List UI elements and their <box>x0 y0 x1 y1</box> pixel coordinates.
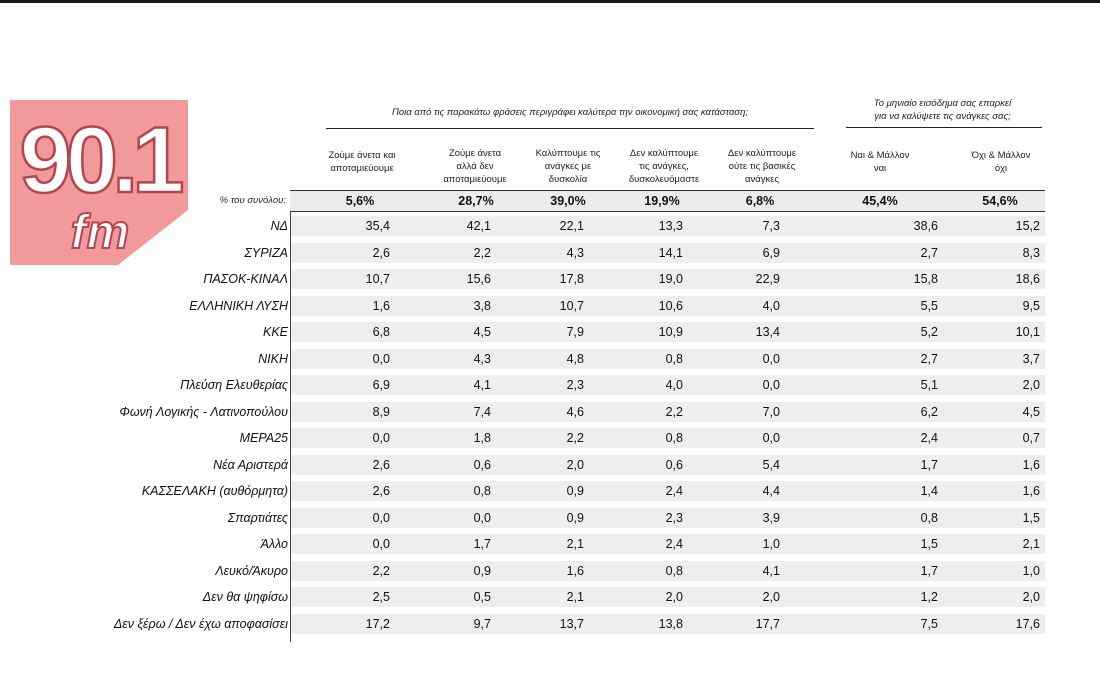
value-cell: 0,9 <box>566 510 584 525</box>
column-header-7-line1: Όχι & Μάλλον <box>971 150 1031 161</box>
value-cell: 10,7 <box>559 298 584 313</box>
value-cell: 2,1 <box>566 590 584 604</box>
column-header-2-line2: αλλά δεν <box>456 160 494 172</box>
value-cell: 4,8 <box>566 351 584 366</box>
table-row <box>0 614 1100 634</box>
value-cell: 2,7 <box>920 351 938 366</box>
value-cell: 38,6 <box>913 219 938 233</box>
value-cell: 0,9 <box>566 484 584 498</box>
value-cell: 0,0 <box>762 431 780 445</box>
table-row <box>0 508 1100 528</box>
value-cell: 14,1 <box>658 245 683 260</box>
column-header-5-line3: ανάγκες <box>744 173 780 185</box>
value-cell: 22,9 <box>755 272 780 286</box>
value-cell: 19,0 <box>658 272 683 286</box>
column-header-4-line3: δυσκολευόμαστε <box>628 173 700 185</box>
table-row <box>0 216 1100 236</box>
value-cell: 0,0 <box>372 351 390 366</box>
value-cell: 0,6 <box>665 457 683 472</box>
value-cell: 6,2 <box>920 404 938 419</box>
party-label: Σπαρτιάτες <box>227 510 288 525</box>
party-label: ΠΑΣΟΚ-ΚΙΝΑΛ <box>203 272 288 286</box>
party-label: ΕΛΛΗΝΙΚΗ ΛΥΣΗ <box>189 298 288 313</box>
value-cell: 2,1 <box>1022 537 1040 551</box>
value-cell: 7,0 <box>762 404 780 419</box>
value-cell: 1,7 <box>473 537 491 551</box>
column-header-3-line1: Καλύπτουμε τις <box>535 147 601 159</box>
value-cell: 13,4 <box>755 325 780 339</box>
value-cell: 1,6 <box>1022 457 1040 472</box>
value-cell: 4,3 <box>473 351 491 366</box>
value-cell: 4,6 <box>566 404 584 419</box>
party-label: ΚΚΕ <box>262 325 288 339</box>
value-cell: 13,7 <box>559 616 584 631</box>
column-header-2 <box>420 142 530 190</box>
column-header-7-line2: όχι <box>994 163 1008 174</box>
value-cell: 2,4 <box>920 431 938 445</box>
column-header-5 <box>712 142 812 190</box>
party-label: Λευκό/Άκυρο <box>215 563 288 578</box>
value-cell: 5,4 <box>762 457 780 472</box>
value-cell: 7,3 <box>762 219 780 233</box>
party-label: Δεν θα ψηφίσω <box>202 590 288 604</box>
table-row <box>0 561 1100 581</box>
column-header-6-line1: Ναι & Μάλλον <box>850 150 910 161</box>
column-header-1-line2: αποταμιεύουμε <box>330 163 394 174</box>
table-row <box>0 269 1100 289</box>
value-cell: 2,4 <box>665 484 683 498</box>
value-cell: 1,0 <box>1022 563 1040 578</box>
value-cell: 2,2 <box>473 245 491 260</box>
value-cell: 0,0 <box>762 351 780 366</box>
table-row <box>0 455 1100 475</box>
total-cell-5: 6,8% <box>745 194 775 208</box>
value-cell: 17,2 <box>365 616 390 631</box>
value-cell: 2,6 <box>372 484 390 498</box>
group2-underline <box>846 127 1042 128</box>
column-header-6-line2: ναι <box>873 163 887 174</box>
value-cell: 2,2 <box>665 404 683 419</box>
value-cell: 4,1 <box>762 563 780 578</box>
column-header-1-line1: Ζούμε άνετα και <box>328 150 396 161</box>
question-income-line2: για να καλύψετε τις ανάγκες σας; <box>874 111 1011 122</box>
column-header-2-line3: αποταμιεύουμε <box>443 173 507 185</box>
value-cell: 6,9 <box>762 245 780 260</box>
value-cell: 7,5 <box>920 616 938 631</box>
column-header-4-line2: τις ανάγκες, <box>639 160 689 172</box>
value-cell: 4,4 <box>762 484 780 498</box>
value-cell: 18,6 <box>1015 272 1040 286</box>
value-cell: 7,4 <box>473 404 491 419</box>
value-cell: 0,8 <box>473 484 491 498</box>
value-cell: 10,9 <box>658 325 683 339</box>
column-header-5-line2: ούτε τις βασικές <box>728 160 796 172</box>
value-cell: 17,7 <box>755 616 780 631</box>
value-cell: 4,0 <box>665 378 683 392</box>
value-cell: 1,6 <box>372 298 390 313</box>
party-label: Νέα Αριστερά <box>213 457 288 472</box>
value-cell: 2,0 <box>762 590 780 604</box>
value-cell: 9,5 <box>1022 298 1040 313</box>
value-cell: 2,0 <box>665 590 683 604</box>
table-row <box>0 243 1100 263</box>
column-header-7 <box>960 142 1042 182</box>
value-cell: 22,1 <box>559 219 584 233</box>
value-cell: 6,9 <box>372 378 390 392</box>
column-header-2-line1: Ζούμε άνετα <box>448 147 502 159</box>
party-label: ΝΙΚΗ <box>258 351 288 366</box>
party-label: Πλεύση Ελευθερίας <box>180 378 288 392</box>
table-row <box>0 587 1100 607</box>
value-cell: 17,6 <box>1015 616 1040 631</box>
value-cell: 2,6 <box>372 245 390 260</box>
table-row <box>0 349 1100 369</box>
value-cell: 2,4 <box>665 537 683 551</box>
party-label: ΚΑΣΣΕΛΑΚΗ (αυθόρμητα) <box>141 484 288 498</box>
value-cell: 0,0 <box>372 510 390 525</box>
value-cell: 5,1 <box>920 378 938 392</box>
group1-underline <box>326 128 814 129</box>
column-header-5-line1: Δεν καλύπτουμε <box>727 147 797 159</box>
value-cell: 4,5 <box>1022 404 1040 419</box>
column-header-3 <box>520 142 616 190</box>
value-cell: 4,0 <box>762 298 780 313</box>
value-cell: 1,6 <box>1022 484 1040 498</box>
value-cell: 5,5 <box>920 298 938 313</box>
total-cell-4: 19,9% <box>644 194 680 208</box>
total-cell-7: 54,6% <box>982 194 1018 208</box>
total-cell-2: 28,7% <box>458 194 494 208</box>
table-row <box>0 402 1100 422</box>
value-cell: 0,5 <box>473 590 491 604</box>
question-income-sufficiency <box>840 97 1045 123</box>
question-income-line1: Το μηνιαίο εισόδημα σας επαρκεί <box>873 98 1012 109</box>
value-cell: 2,6 <box>372 457 390 472</box>
question-economic-situation: Ποια από τις παρακάτω φράσεις περιγράφει καλύτερα την οικονομική σας κατάσταση; <box>391 107 749 118</box>
value-cell: 1,0 <box>762 537 780 551</box>
value-cell: 0,8 <box>665 351 683 366</box>
value-cell: 2,0 <box>1022 590 1040 604</box>
value-cell: 13,8 <box>658 616 683 631</box>
column-header-6 <box>840 142 920 182</box>
table-row <box>0 428 1100 448</box>
party-label: ΣΥΡΙΖΑ <box>244 245 288 260</box>
value-cell: 2,2 <box>372 563 390 578</box>
value-cell: 42,1 <box>466 219 491 233</box>
radio-901fm-logo <box>10 100 188 265</box>
party-label: ΜΕΡΑ25 <box>239 431 288 445</box>
value-cell: 0,8 <box>665 563 683 578</box>
value-cell: 3,9 <box>762 510 780 525</box>
value-cell: 3,8 <box>473 298 491 313</box>
value-cell: 5,2 <box>920 325 938 339</box>
value-cell: 1,5 <box>920 537 938 551</box>
value-cell: 2,0 <box>566 457 584 472</box>
column-header-4-line1: Δεν καλύπτουμε <box>629 147 699 159</box>
column-header-3-line3: δυσκολία <box>548 173 588 185</box>
value-cell: 10,7 <box>365 272 390 286</box>
logo-number: 90.1 <box>19 107 179 212</box>
value-cell: 2,7 <box>920 245 938 260</box>
party-label: Άλλο <box>260 537 288 551</box>
value-cell: 0,8 <box>920 510 938 525</box>
value-cell: 1,4 <box>920 484 938 498</box>
value-cell: 0,9 <box>473 563 491 578</box>
value-cell: 0,8 <box>665 431 683 445</box>
party-label: Φωνή Λογικής - Λατινοπούλου <box>119 404 288 419</box>
value-cell: 15,8 <box>913 272 938 286</box>
column-header-4 <box>614 142 714 190</box>
party-label: Δεν ξέρω / Δεν έχω αποφασίσει <box>113 616 288 631</box>
value-cell: 8,9 <box>372 404 390 419</box>
value-cell: 3,7 <box>1022 351 1040 366</box>
value-cell: 8,3 <box>1022 245 1040 260</box>
value-cell: 17,8 <box>559 272 584 286</box>
table-row <box>0 322 1100 342</box>
table-row <box>0 481 1100 501</box>
value-cell: 15,2 <box>1015 219 1040 233</box>
value-cell: 7,9 <box>566 325 584 339</box>
table-row <box>0 296 1100 316</box>
value-cell: 35,4 <box>365 219 390 233</box>
value-cell: 1,6 <box>566 563 584 578</box>
value-cell: 2,5 <box>372 590 390 604</box>
value-cell: 1,2 <box>920 590 938 604</box>
top-border <box>0 0 1100 3</box>
value-cell: 10,1 <box>1015 325 1040 339</box>
total-cell-6: 45,4% <box>862 194 898 208</box>
value-cell: 1,7 <box>920 563 938 578</box>
value-cell: 10,6 <box>658 298 683 313</box>
total-cell-1: 5,6% <box>345 194 375 208</box>
value-cell: 9,7 <box>473 616 491 631</box>
value-cell: 0,0 <box>762 378 780 392</box>
value-cell: 15,6 <box>466 272 491 286</box>
table-row <box>0 534 1100 554</box>
value-cell: 0,7 <box>1022 431 1040 445</box>
totals-label: % του συνόλου: <box>219 195 286 206</box>
value-cell: 0,0 <box>372 537 390 551</box>
value-cell: 2,2 <box>566 431 584 445</box>
value-cell: 1,7 <box>920 457 938 472</box>
party-label: ΝΔ <box>270 219 288 233</box>
value-cell: 2,1 <box>566 537 584 551</box>
total-cell-3: 39,0% <box>550 194 586 208</box>
value-cell: 2,3 <box>566 378 584 392</box>
value-cell: 4,1 <box>473 378 491 392</box>
column-header-3-line2: ανάγκες με <box>544 160 592 172</box>
value-cell: 2,3 <box>665 510 683 525</box>
value-cell: 2,0 <box>1022 378 1040 392</box>
table-row <box>0 375 1100 395</box>
value-cell: 6,8 <box>372 325 390 339</box>
value-cell: 13,3 <box>658 219 683 233</box>
value-cell: 0,0 <box>372 431 390 445</box>
value-cell: 4,5 <box>473 325 491 339</box>
value-cell: 0,0 <box>473 510 491 525</box>
value-cell: 4,3 <box>566 245 584 260</box>
logo-suffix: fm <box>70 206 130 259</box>
value-cell: 1,8 <box>473 431 491 445</box>
value-cell: 0,6 <box>473 457 491 472</box>
totals-bottom-rule <box>290 211 1045 212</box>
column-header-1 <box>322 142 402 182</box>
value-cell: 1,5 <box>1022 510 1040 525</box>
